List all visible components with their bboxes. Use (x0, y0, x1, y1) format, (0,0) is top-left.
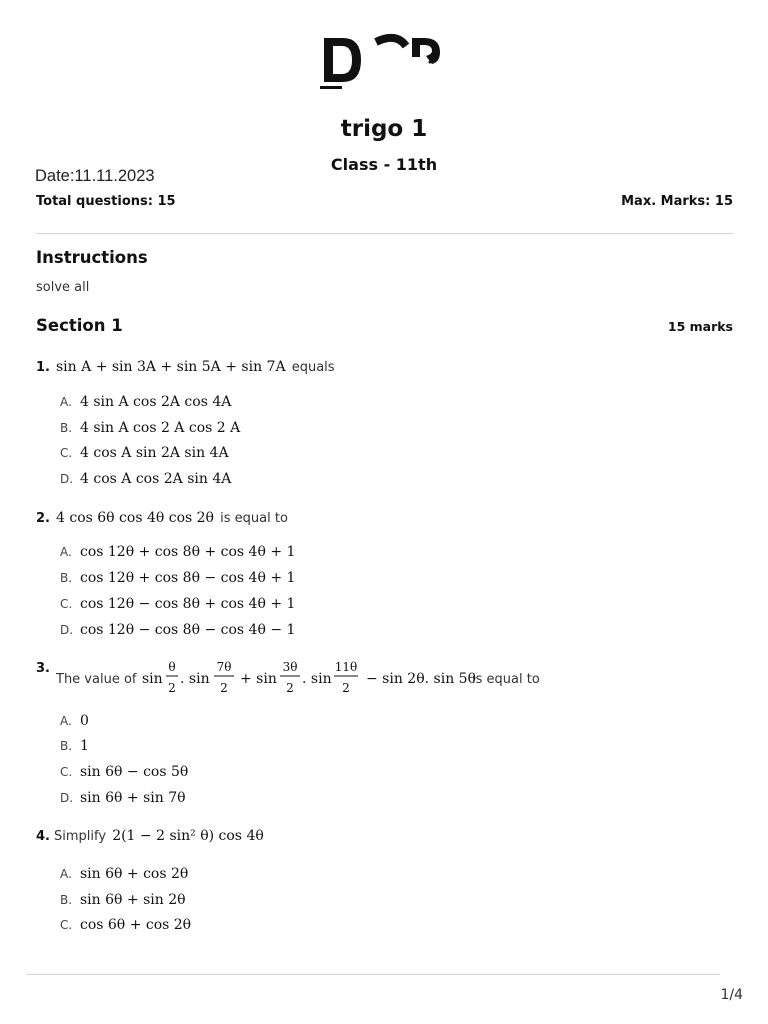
instructions-heading: Instructions (36, 248, 148, 267)
option-label: A. (60, 867, 72, 881)
fraction-numerator: 3θ (282, 660, 298, 674)
option-math: cos 12θ + cos 8θ + cos 4θ + 1 (80, 544, 296, 560)
fraction-numerator: θ (168, 660, 176, 674)
question-text: is equal to (220, 511, 288, 526)
fraction-denominator: 2 (342, 681, 350, 695)
option-4a[interactable] (60, 866, 190, 882)
option-math: sin 6θ + sin 7θ (80, 790, 186, 806)
header-divider (36, 233, 733, 234)
sin-fn: sin (142, 671, 163, 687)
question-text: Simplify (54, 829, 107, 844)
option-1d[interactable] (60, 471, 233, 487)
option-label: A. (60, 545, 72, 559)
plus-sin: + sin (240, 671, 277, 687)
question-1 (36, 359, 738, 375)
option-label: D. (60, 791, 74, 805)
class-label: Class - 11th (330, 155, 438, 174)
fraction-numerator: 7θ (216, 660, 232, 674)
question-2 (36, 510, 738, 526)
option-3a[interactable] (60, 713, 91, 729)
fraction-denominator: 2 (220, 681, 228, 695)
question-number: 1. (36, 360, 50, 375)
option-3d[interactable] (60, 790, 188, 806)
option-2c[interactable] (60, 596, 297, 612)
option-math: cos 12θ + cos 8θ − cos 4θ + 1 (80, 570, 296, 586)
option-label: B. (60, 571, 73, 585)
question-text: The value of (56, 672, 137, 687)
option-2b[interactable] (60, 570, 297, 586)
question-text: is equal to (472, 672, 540, 687)
option-label: D. (60, 623, 74, 637)
option-math: cos 12θ − cos 8θ − cos 4θ − 1 (80, 622, 296, 638)
option-label: C. (60, 597, 73, 611)
option-label: B. (60, 893, 73, 907)
option-label: A. (60, 395, 72, 409)
instructions-text: solve all (36, 280, 90, 295)
question-number: 3. (36, 661, 50, 676)
option-2a[interactable] (60, 544, 297, 560)
option-label: B. (60, 421, 73, 435)
option-math: 1 (80, 738, 89, 754)
option-math: 0 (80, 713, 89, 729)
option-2d[interactable] (60, 622, 297, 638)
question-text: equals (291, 360, 335, 375)
option-math: cos 12θ − cos 8θ + cos 4θ + 1 (80, 596, 296, 612)
option-3b[interactable] (60, 738, 91, 754)
option-math: 4 cos A sin 2A sin 4A (80, 445, 229, 461)
option-math: sin 6θ − cos 5θ (80, 764, 189, 780)
brand-logo (318, 32, 448, 92)
option-1b[interactable] (60, 420, 242, 436)
option-4c[interactable] (60, 917, 193, 933)
question-4 (36, 828, 738, 844)
option-math: sin 6θ + cos 2θ (80, 866, 189, 882)
option-label: A. (60, 714, 72, 728)
option-label: C. (60, 765, 73, 779)
option-label: C. (60, 446, 73, 460)
fraction-denominator: 2 (286, 681, 294, 695)
exam-date: Date:11.11.2023 (35, 167, 155, 185)
question-math: 4 cos 6θ cos 4θ cos 2θ (56, 510, 214, 526)
option-label: B. (60, 739, 73, 753)
option-label: D. (60, 472, 74, 486)
footer-divider (26, 974, 720, 975)
question-number: 2. (36, 511, 50, 526)
option-1c[interactable] (60, 445, 231, 461)
dot-sin: . sin (180, 671, 210, 687)
paper-title: trigo 1 (340, 116, 428, 142)
dot-sin: . sin (302, 671, 332, 687)
section-marks: 15 marks (667, 319, 733, 334)
option-math: 4 cos A cos 2A sin 4A (80, 471, 232, 487)
option-3c[interactable] (60, 764, 190, 780)
total-questions: Total questions: 15 (36, 194, 176, 209)
section-heading: Section 1 (36, 316, 123, 335)
question-math: 2(1 − 2 sin² θ) cos 4θ (112, 828, 264, 844)
page-number: 1/4 (720, 987, 743, 1003)
option-4b[interactable] (60, 892, 188, 908)
option-math: cos 6θ + cos 2θ (80, 917, 192, 933)
question-number: 4. (36, 829, 50, 844)
option-1a[interactable] (60, 394, 233, 410)
question-math-tail: − sin 2θ. sin 5θ (366, 671, 477, 687)
option-math: 4 sin A cos 2A cos 4A (80, 394, 232, 410)
option-math: 4 sin A cos 2 A cos 2 A (80, 420, 241, 436)
fraction-numerator: 11θ (334, 660, 358, 674)
option-math: sin 6θ + sin 2θ (80, 892, 186, 908)
question-3-expression (54, 654, 614, 698)
fraction-denominator: 2 (168, 681, 176, 695)
option-label: C. (60, 918, 73, 932)
question-math: sin A + sin 3A + sin 5A + sin 7A (56, 359, 286, 375)
max-marks: Max. Marks: 15 (621, 194, 733, 209)
